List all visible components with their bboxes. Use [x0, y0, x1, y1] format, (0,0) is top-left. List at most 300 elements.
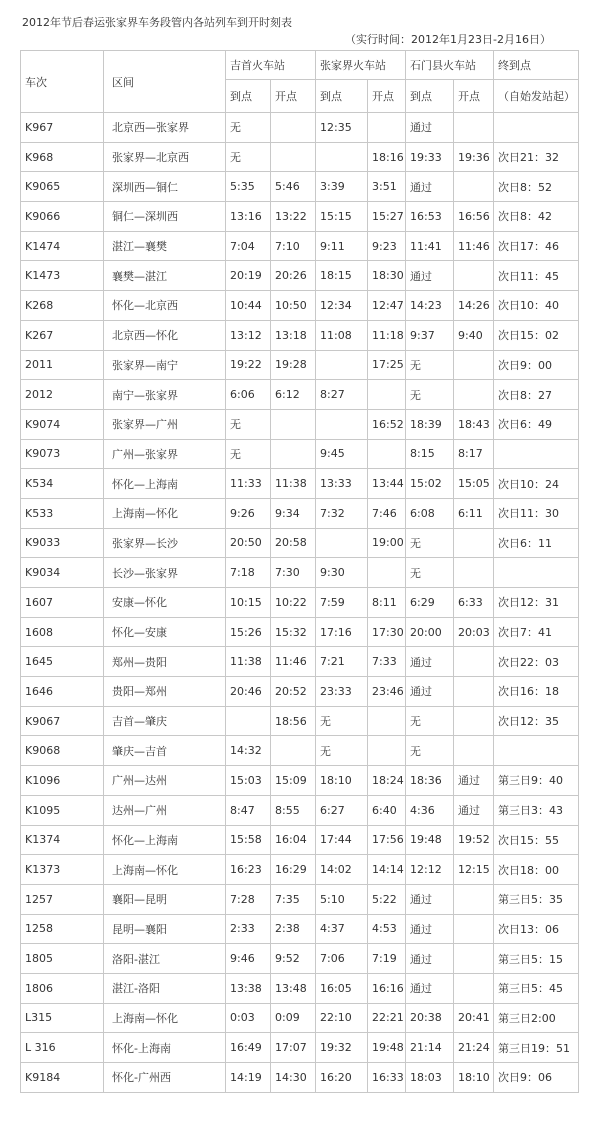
shimen-depart-cell: 6:33: [454, 588, 494, 618]
shimen-arrive-cell: 18:36: [406, 766, 454, 796]
table-row: [21, 677, 579, 707]
jishou-depart-cell: 0:09: [271, 1003, 316, 1033]
route-cell: 怀化—安康: [104, 617, 226, 647]
shimen-depart-cell: [454, 736, 494, 766]
route-cell: 襄樊—湛江: [104, 261, 226, 291]
jishou-arrive-cell: 14:32: [226, 736, 271, 766]
shimen-arrive-cell: 通过: [406, 113, 454, 143]
zhangjiajie-arrive-cell: 8:27: [316, 380, 368, 410]
train-number-cell: K9074: [21, 409, 104, 439]
jishou-arrive-cell: 0:03: [226, 1003, 271, 1033]
jishou-depart-cell: 10:22: [271, 588, 316, 618]
jishou-arrive-cell: 20:50: [226, 528, 271, 558]
shimen-depart-cell: [454, 528, 494, 558]
terminal-arrival-cell: [494, 113, 579, 143]
jishou-arrive-cell: 11:33: [226, 469, 271, 499]
zhangjiajie-arrive-cell: 18:10: [316, 766, 368, 796]
jishou-arrive-cell: 9:46: [226, 944, 271, 974]
header-station-shimen: 石门县火车站: [406, 51, 494, 80]
shimen-depart-cell: [454, 558, 494, 588]
jishou-depart-cell: 18:56: [271, 706, 316, 736]
route-cell: 洛阳-湛江: [104, 944, 226, 974]
shimen-depart-cell: 14:26: [454, 291, 494, 321]
jishou-depart-cell: 8:55: [271, 795, 316, 825]
train-number-cell: K1095: [21, 795, 104, 825]
train-number-cell: K533: [21, 498, 104, 528]
terminal-arrival-cell: 次日17：46: [494, 231, 579, 261]
terminal-arrival-cell: 第三日3：43: [494, 795, 579, 825]
zhangjiajie-arrive-cell: 23:33: [316, 677, 368, 707]
route-cell: 北京西—怀化: [104, 320, 226, 350]
shimen-arrive-cell: 6:08: [406, 498, 454, 528]
shimen-depart-cell: [454, 973, 494, 1003]
page-title: 2012年节后春运张家界车务段管内各站列车到开时刻表: [22, 16, 292, 29]
zhangjiajie-depart-cell: 16:52: [368, 409, 406, 439]
train-number-cell: K267: [21, 320, 104, 350]
zhangjiajie-arrive-cell: 4:37: [316, 914, 368, 944]
route-cell: 北京西—张家界: [104, 113, 226, 143]
shimen-arrive-cell: 通过: [406, 944, 454, 974]
jishou-arrive-cell: 11:38: [226, 647, 271, 677]
shimen-arrive-cell: 19:33: [406, 142, 454, 172]
shimen-depart-cell: 20:41: [454, 1003, 494, 1033]
table-row: [21, 142, 579, 172]
terminal-arrival-cell: 次日8：52: [494, 172, 579, 202]
zhangjiajie-arrive-cell: 3:39: [316, 172, 368, 202]
shimen-arrive-cell: 无: [406, 736, 454, 766]
jishou-arrive-cell: 无: [226, 439, 271, 469]
zhangjiajie-arrive-cell: 22:10: [316, 1003, 368, 1033]
jishou-depart-cell: 17:07: [271, 1033, 316, 1063]
shimen-depart-cell: 6:11: [454, 498, 494, 528]
route-cell: 张家界—长沙: [104, 528, 226, 558]
header-train: 车次: [21, 51, 104, 113]
zhangjiajie-arrive-cell: 9:45: [316, 439, 368, 469]
jishou-depart-cell: 20:58: [271, 528, 316, 558]
table-row: [21, 944, 579, 974]
zhangjiajie-depart-cell: 23:46: [368, 677, 406, 707]
route-cell: 郑州—贵阳: [104, 647, 226, 677]
table-row: [21, 350, 579, 380]
train-number-cell: 2011: [21, 350, 104, 380]
header-route: 区间: [104, 51, 226, 113]
shimen-depart-cell: [454, 647, 494, 677]
shimen-depart-cell: 19:52: [454, 825, 494, 855]
timetable-body: [21, 51, 579, 1093]
jishou-depart-cell: 2:38: [271, 914, 316, 944]
train-number-cell: L 316: [21, 1033, 104, 1063]
zhangjiajie-arrive-cell: 无: [316, 706, 368, 736]
jishou-arrive-cell: 7:28: [226, 884, 271, 914]
shimen-depart-cell: 11:46: [454, 231, 494, 261]
zhangjiajie-arrive-cell: 15:15: [316, 202, 368, 232]
train-number-cell: 1607: [21, 588, 104, 618]
train-number-cell: K1373: [21, 855, 104, 885]
table-row: [21, 795, 579, 825]
zhangjiajie-depart-cell: 11:18: [368, 320, 406, 350]
train-number-cell: K9066: [21, 202, 104, 232]
jishou-arrive-cell: 19:22: [226, 350, 271, 380]
jishou-depart-cell: [271, 409, 316, 439]
shimen-depart-cell: [454, 884, 494, 914]
terminal-arrival-cell: 次日13：06: [494, 914, 579, 944]
shimen-arrive-cell: 9:37: [406, 320, 454, 350]
effective-period: （实行时间：2012年1月23日-2月16日）: [345, 33, 551, 46]
zhangjiajie-depart-cell: 7:46: [368, 498, 406, 528]
terminal-arrival-cell: 次日11：30: [494, 498, 579, 528]
zhangjiajie-depart-cell: 7:19: [368, 944, 406, 974]
terminal-arrival-cell: 次日7：41: [494, 617, 579, 647]
route-cell: 贵阳—郑州: [104, 677, 226, 707]
route-cell: 铜仁—深圳西: [104, 202, 226, 232]
shimen-arrive-cell: 通过: [406, 172, 454, 202]
shimen-arrive-cell: 21:14: [406, 1033, 454, 1063]
route-cell: 安康—怀化: [104, 588, 226, 618]
zhangjiajie-depart-cell: 9:23: [368, 231, 406, 261]
jishou-arrive-cell: [226, 706, 271, 736]
terminal-arrival-cell: 次日10：24: [494, 469, 579, 499]
shimen-arrive-cell: 通过: [406, 973, 454, 1003]
zhangjiajie-arrive-cell: 9:11: [316, 231, 368, 261]
route-cell: 达州—广州: [104, 795, 226, 825]
header-depart: 开点: [454, 80, 494, 113]
train-number-cell: K9033: [21, 528, 104, 558]
table-row: [21, 855, 579, 885]
zhangjiajie-depart-cell: [368, 706, 406, 736]
train-number-cell: K534: [21, 469, 104, 499]
table-row: [21, 528, 579, 558]
zhangjiajie-arrive-cell: 16:20: [316, 1063, 368, 1093]
zhangjiajie-depart-cell: 16:16: [368, 973, 406, 1003]
terminal-arrival-cell: 次日18：00: [494, 855, 579, 885]
route-cell: 张家界—南宁: [104, 350, 226, 380]
terminal-arrival-cell: 次日16：18: [494, 677, 579, 707]
route-cell: 上海南—怀化: [104, 1003, 226, 1033]
shimen-depart-cell: 18:43: [454, 409, 494, 439]
table-row: [21, 231, 579, 261]
jishou-arrive-cell: 13:12: [226, 320, 271, 350]
shimen-arrive-cell: 20:00: [406, 617, 454, 647]
shimen-depart-cell: [454, 380, 494, 410]
jishou-depart-cell: 9:52: [271, 944, 316, 974]
shimen-arrive-cell: 无: [406, 380, 454, 410]
train-number-cell: 1805: [21, 944, 104, 974]
jishou-arrive-cell: 8:47: [226, 795, 271, 825]
route-cell: 上海南—怀化: [104, 498, 226, 528]
zhangjiajie-arrive-cell: 16:05: [316, 973, 368, 1003]
jishou-depart-cell: 13:22: [271, 202, 316, 232]
zhangjiajie-arrive-cell: 11:08: [316, 320, 368, 350]
jishou-arrive-cell: 2:33: [226, 914, 271, 944]
jishou-arrive-cell: 10:15: [226, 588, 271, 618]
terminal-arrival-cell: 第三日9：40: [494, 766, 579, 796]
zhangjiajie-depart-cell: 16:33: [368, 1063, 406, 1093]
shimen-arrive-cell: 无: [406, 350, 454, 380]
terminal-arrival-cell: 第三日5：45: [494, 973, 579, 1003]
jishou-arrive-cell: 无: [226, 142, 271, 172]
shimen-depart-cell: 通过: [454, 766, 494, 796]
terminal-arrival-cell: 次日15：55: [494, 825, 579, 855]
terminal-arrival-cell: 次日22：03: [494, 647, 579, 677]
shimen-depart-cell: [454, 914, 494, 944]
header-arrive: 到点: [406, 80, 454, 113]
jishou-depart-cell: 9:34: [271, 498, 316, 528]
table-row: [21, 914, 579, 944]
shimen-depart-cell: 通过: [454, 795, 494, 825]
zhangjiajie-arrive-cell: [316, 142, 368, 172]
route-cell: 肇庆—吉首: [104, 736, 226, 766]
shimen-depart-cell: [454, 944, 494, 974]
shimen-depart-cell: 19:36: [454, 142, 494, 172]
train-number-cell: K1096: [21, 766, 104, 796]
zhangjiajie-depart-cell: 17:30: [368, 617, 406, 647]
jishou-depart-cell: 5:46: [271, 172, 316, 202]
train-number-cell: K1374: [21, 825, 104, 855]
jishou-depart-cell: 20:26: [271, 261, 316, 291]
jishou-depart-cell: 13:48: [271, 973, 316, 1003]
jishou-arrive-cell: 7:18: [226, 558, 271, 588]
zhangjiajie-depart-cell: [368, 113, 406, 143]
jishou-arrive-cell: 无: [226, 113, 271, 143]
table-row: [21, 736, 579, 766]
header-row-stations: [21, 51, 579, 80]
zhangjiajie-arrive-cell: 19:32: [316, 1033, 368, 1063]
shimen-arrive-cell: 18:39: [406, 409, 454, 439]
zhangjiajie-arrive-cell: 9:30: [316, 558, 368, 588]
table-row: [21, 973, 579, 1003]
train-number-cell: K1473: [21, 261, 104, 291]
shimen-arrive-cell: 通过: [406, 884, 454, 914]
zhangjiajie-depart-cell: 17:56: [368, 825, 406, 855]
header-depart: 开点: [368, 80, 406, 113]
route-cell: 昆明—襄阳: [104, 914, 226, 944]
route-cell: 湛江—襄樊: [104, 231, 226, 261]
table-row: [21, 706, 579, 736]
zhangjiajie-depart-cell: [368, 380, 406, 410]
route-cell: 吉首—肇庆: [104, 706, 226, 736]
jishou-arrive-cell: 9:26: [226, 498, 271, 528]
table-row: [21, 202, 579, 232]
table-row: [21, 320, 579, 350]
terminal-arrival-cell: 次日6：49: [494, 409, 579, 439]
route-cell: 广州—张家界: [104, 439, 226, 469]
jishou-depart-cell: 20:52: [271, 677, 316, 707]
zhangjiajie-depart-cell: 19:48: [368, 1033, 406, 1063]
timetable: [20, 50, 579, 1093]
table-row: [21, 469, 579, 499]
zhangjiajie-depart-cell: 18:16: [368, 142, 406, 172]
route-cell: 张家界—北京西: [104, 142, 226, 172]
terminal-arrival-cell: 次日15：02: [494, 320, 579, 350]
zhangjiajie-depart-cell: 12:47: [368, 291, 406, 321]
train-number-cell: K968: [21, 142, 104, 172]
shimen-arrive-cell: 19:48: [406, 825, 454, 855]
table-row: [21, 1063, 579, 1093]
zhangjiajie-arrive-cell: 7:59: [316, 588, 368, 618]
table-row: [21, 766, 579, 796]
jishou-arrive-cell: 20:46: [226, 677, 271, 707]
shimen-depart-cell: 20:03: [454, 617, 494, 647]
route-cell: 广州—达州: [104, 766, 226, 796]
header-station-zhangjiajie: 张家界火车站: [316, 51, 406, 80]
jishou-depart-cell: 7:10: [271, 231, 316, 261]
jishou-arrive-cell: 15:03: [226, 766, 271, 796]
zhangjiajie-arrive-cell: 12:35: [316, 113, 368, 143]
table-row: [21, 498, 579, 528]
zhangjiajie-arrive-cell: [316, 528, 368, 558]
table-row: [21, 1003, 579, 1033]
zhangjiajie-arrive-cell: 17:16: [316, 617, 368, 647]
terminal-arrival-cell: 次日8：27: [494, 380, 579, 410]
shimen-arrive-cell: 无: [406, 706, 454, 736]
jishou-depart-cell: 16:04: [271, 825, 316, 855]
zhangjiajie-arrive-cell: 5:10: [316, 884, 368, 914]
terminal-arrival-cell: 次日10：40: [494, 291, 579, 321]
jishou-depart-cell: 15:32: [271, 617, 316, 647]
table-row: [21, 439, 579, 469]
zhangjiajie-depart-cell: 15:27: [368, 202, 406, 232]
shimen-arrive-cell: 无: [406, 528, 454, 558]
table-row: [21, 291, 579, 321]
zhangjiajie-depart-cell: 18:30: [368, 261, 406, 291]
route-cell: 怀化-广州西: [104, 1063, 226, 1093]
train-number-cell: 1646: [21, 677, 104, 707]
jishou-depart-cell: 7:35: [271, 884, 316, 914]
train-number-cell: 1608: [21, 617, 104, 647]
shimen-arrive-cell: 通过: [406, 647, 454, 677]
shimen-arrive-cell: 11:41: [406, 231, 454, 261]
shimen-arrive-cell: 8:15: [406, 439, 454, 469]
table-row: [21, 380, 579, 410]
jishou-arrive-cell: 无: [226, 409, 271, 439]
zhangjiajie-arrive-cell: 7:06: [316, 944, 368, 974]
shimen-arrive-cell: 6:29: [406, 588, 454, 618]
zhangjiajie-arrive-cell: 13:33: [316, 469, 368, 499]
zhangjiajie-arrive-cell: 18:15: [316, 261, 368, 291]
jishou-depart-cell: 10:50: [271, 291, 316, 321]
zhangjiajie-depart-cell: 6:40: [368, 795, 406, 825]
train-number-cell: K9065: [21, 172, 104, 202]
jishou-arrive-cell: 13:16: [226, 202, 271, 232]
jishou-depart-cell: 7:30: [271, 558, 316, 588]
header-depart: 开点: [271, 80, 316, 113]
route-cell: 湛江-洛阳: [104, 973, 226, 1003]
zhangjiajie-depart-cell: 14:14: [368, 855, 406, 885]
zhangjiajie-depart-cell: 8:11: [368, 588, 406, 618]
route-cell: 襄阳—昆明: [104, 884, 226, 914]
shimen-depart-cell: 15:05: [454, 469, 494, 499]
shimen-depart-cell: [454, 113, 494, 143]
shimen-arrive-cell: 通过: [406, 677, 454, 707]
terminal-arrival-cell: 第三日19：51: [494, 1033, 579, 1063]
train-number-cell: 1257: [21, 884, 104, 914]
route-cell: 怀化—北京西: [104, 291, 226, 321]
terminal-arrival-cell: 次日12：35: [494, 706, 579, 736]
terminal-arrival-cell: 次日9：06: [494, 1063, 579, 1093]
shimen-arrive-cell: 无: [406, 558, 454, 588]
jishou-depart-cell: 15:09: [271, 766, 316, 796]
table-row: [21, 172, 579, 202]
train-number-cell: 1645: [21, 647, 104, 677]
jishou-depart-cell: 11:38: [271, 469, 316, 499]
shimen-depart-cell: [454, 706, 494, 736]
shimen-arrive-cell: 通过: [406, 261, 454, 291]
jishou-depart-cell: 16:29: [271, 855, 316, 885]
header-terminal-note: （自始发站起）: [494, 80, 579, 113]
terminal-arrival-cell: 第三日5：35: [494, 884, 579, 914]
train-number-cell: L315: [21, 1003, 104, 1033]
table-row: [21, 113, 579, 143]
table-row: [21, 558, 579, 588]
shimen-depart-cell: 16:56: [454, 202, 494, 232]
zhangjiajie-depart-cell: 7:33: [368, 647, 406, 677]
zhangjiajie-arrive-cell: 14:02: [316, 855, 368, 885]
jishou-arrive-cell: 20:19: [226, 261, 271, 291]
train-number-cell: K967: [21, 113, 104, 143]
shimen-arrive-cell: 18:03: [406, 1063, 454, 1093]
header-station-jishou: 吉首火车站: [226, 51, 316, 80]
jishou-depart-cell: 11:46: [271, 647, 316, 677]
terminal-arrival-cell: [494, 558, 579, 588]
table-row: [21, 409, 579, 439]
zhangjiajie-arrive-cell: 12:34: [316, 291, 368, 321]
train-number-cell: 2012: [21, 380, 104, 410]
jishou-arrive-cell: 16:49: [226, 1033, 271, 1063]
jishou-depart-cell: [271, 439, 316, 469]
train-number-cell: 1258: [21, 914, 104, 944]
jishou-depart-cell: [271, 113, 316, 143]
shimen-depart-cell: 21:24: [454, 1033, 494, 1063]
table-row: [21, 884, 579, 914]
shimen-arrive-cell: 16:53: [406, 202, 454, 232]
jishou-arrive-cell: 6:06: [226, 380, 271, 410]
terminal-arrival-cell: [494, 736, 579, 766]
zhangjiajie-depart-cell: 13:44: [368, 469, 406, 499]
train-number-cell: K9073: [21, 439, 104, 469]
shimen-depart-cell: [454, 350, 494, 380]
jishou-arrive-cell: 16:23: [226, 855, 271, 885]
jishou-arrive-cell: 5:35: [226, 172, 271, 202]
terminal-arrival-cell: 第三日5：15: [494, 944, 579, 974]
train-number-cell: K9068: [21, 736, 104, 766]
zhangjiajie-depart-cell: 4:53: [368, 914, 406, 944]
train-number-cell: K268: [21, 291, 104, 321]
header-arrive: 到点: [226, 80, 271, 113]
table-row: [21, 825, 579, 855]
zhangjiajie-arrive-cell: 7:32: [316, 498, 368, 528]
terminal-arrival-cell: 第三日2:00: [494, 1003, 579, 1033]
zhangjiajie-depart-cell: 18:24: [368, 766, 406, 796]
terminal-arrival-cell: 次日11：45: [494, 261, 579, 291]
header-terminal: 终到点: [494, 51, 579, 80]
jishou-depart-cell: 14:30: [271, 1063, 316, 1093]
jishou-depart-cell: [271, 736, 316, 766]
terminal-arrival-cell: 次日9：00: [494, 350, 579, 380]
terminal-arrival-cell: 次日8：42: [494, 202, 579, 232]
route-cell: 怀化—上海南: [104, 825, 226, 855]
zhangjiajie-depart-cell: [368, 558, 406, 588]
shimen-arrive-cell: 20:38: [406, 1003, 454, 1033]
train-number-cell: K1474: [21, 231, 104, 261]
jishou-arrive-cell: 10:44: [226, 291, 271, 321]
shimen-arrive-cell: 通过: [406, 914, 454, 944]
terminal-arrival-cell: [494, 439, 579, 469]
table-row: [21, 647, 579, 677]
zhangjiajie-depart-cell: 17:25: [368, 350, 406, 380]
train-number-cell: K9034: [21, 558, 104, 588]
table-row: [21, 1033, 579, 1063]
zhangjiajie-arrive-cell: 无: [316, 736, 368, 766]
